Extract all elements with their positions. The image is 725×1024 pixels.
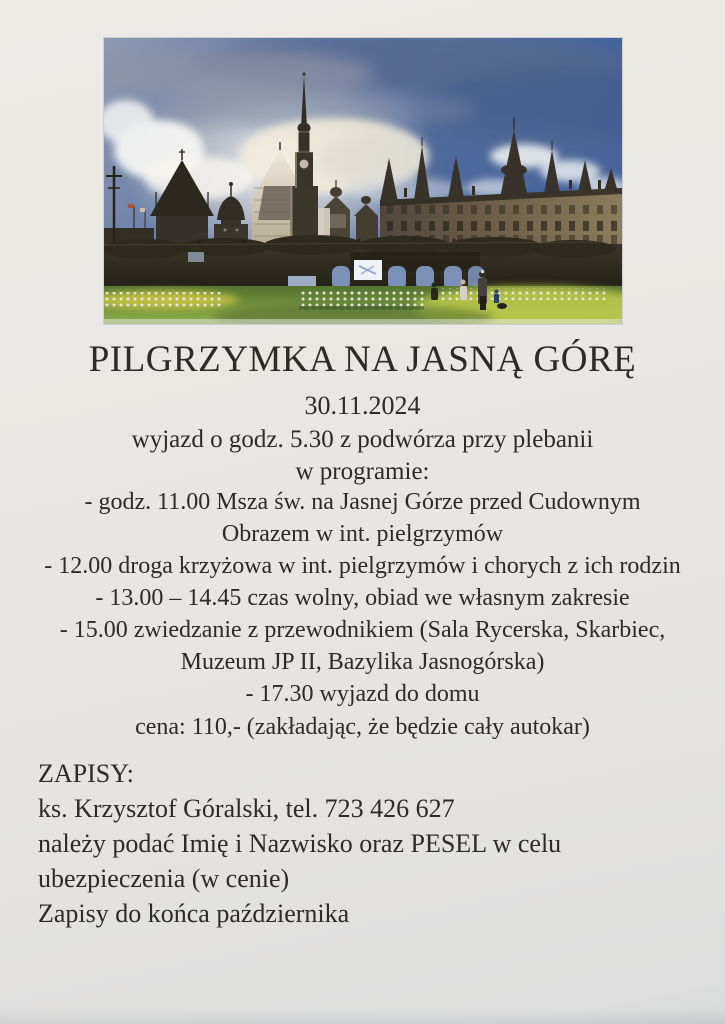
signup-contact: ks. Krzysztof Góralski, tel. 723 426 627 xyxy=(38,794,455,823)
trip-date: 30.11.2024 xyxy=(304,391,421,420)
program-list xyxy=(0,486,725,710)
page-title: PILGRZYMKA NA JASNĄ GÓRĘ xyxy=(88,339,637,380)
signup-requirements-line1: należy podać Imię i Nazwisko oraz PESEL w celu xyxy=(38,829,562,858)
jasna-gora-photo xyxy=(104,38,622,324)
program-line: - godz. 11.00 Msza św. na Jasnej Górze przed Cudownym xyxy=(84,489,641,515)
signup-deadline: Zapisy do końca października xyxy=(38,899,350,928)
price-line: cena: 110,- (zakładając, że będzie cały autokar) xyxy=(135,714,590,740)
signup-section xyxy=(38,756,705,931)
program-line: Obrazem w int. pielgrzymów xyxy=(221,521,504,547)
program-line: - 15.00 zwiedzanie z przewodnikiem (Sala Rycerska, Skarbiec, xyxy=(59,617,666,643)
monastery-photo-art xyxy=(104,38,622,324)
signup-header: ZAPISY: xyxy=(38,759,134,788)
signup-requirements-line2: ubezpieczenia (w cenie) xyxy=(38,864,290,893)
program-line: - 17.30 wyjazd do domu xyxy=(245,681,480,707)
program-line: - 12.00 droga krzyżowa w int. pielgrzymów i chorych z ich rodzin xyxy=(44,553,681,579)
program-header: w programie: xyxy=(295,458,430,485)
departure-line: wyjazd o godz. 5.30 z podwórza przy plebanii xyxy=(131,426,594,453)
program-line: Muzeum JP II, Bazylika Jasnogórska) xyxy=(180,649,545,675)
program-line: - 13.00 – 14.45 czas wolny, obiad we własnym zakresie xyxy=(95,585,630,611)
